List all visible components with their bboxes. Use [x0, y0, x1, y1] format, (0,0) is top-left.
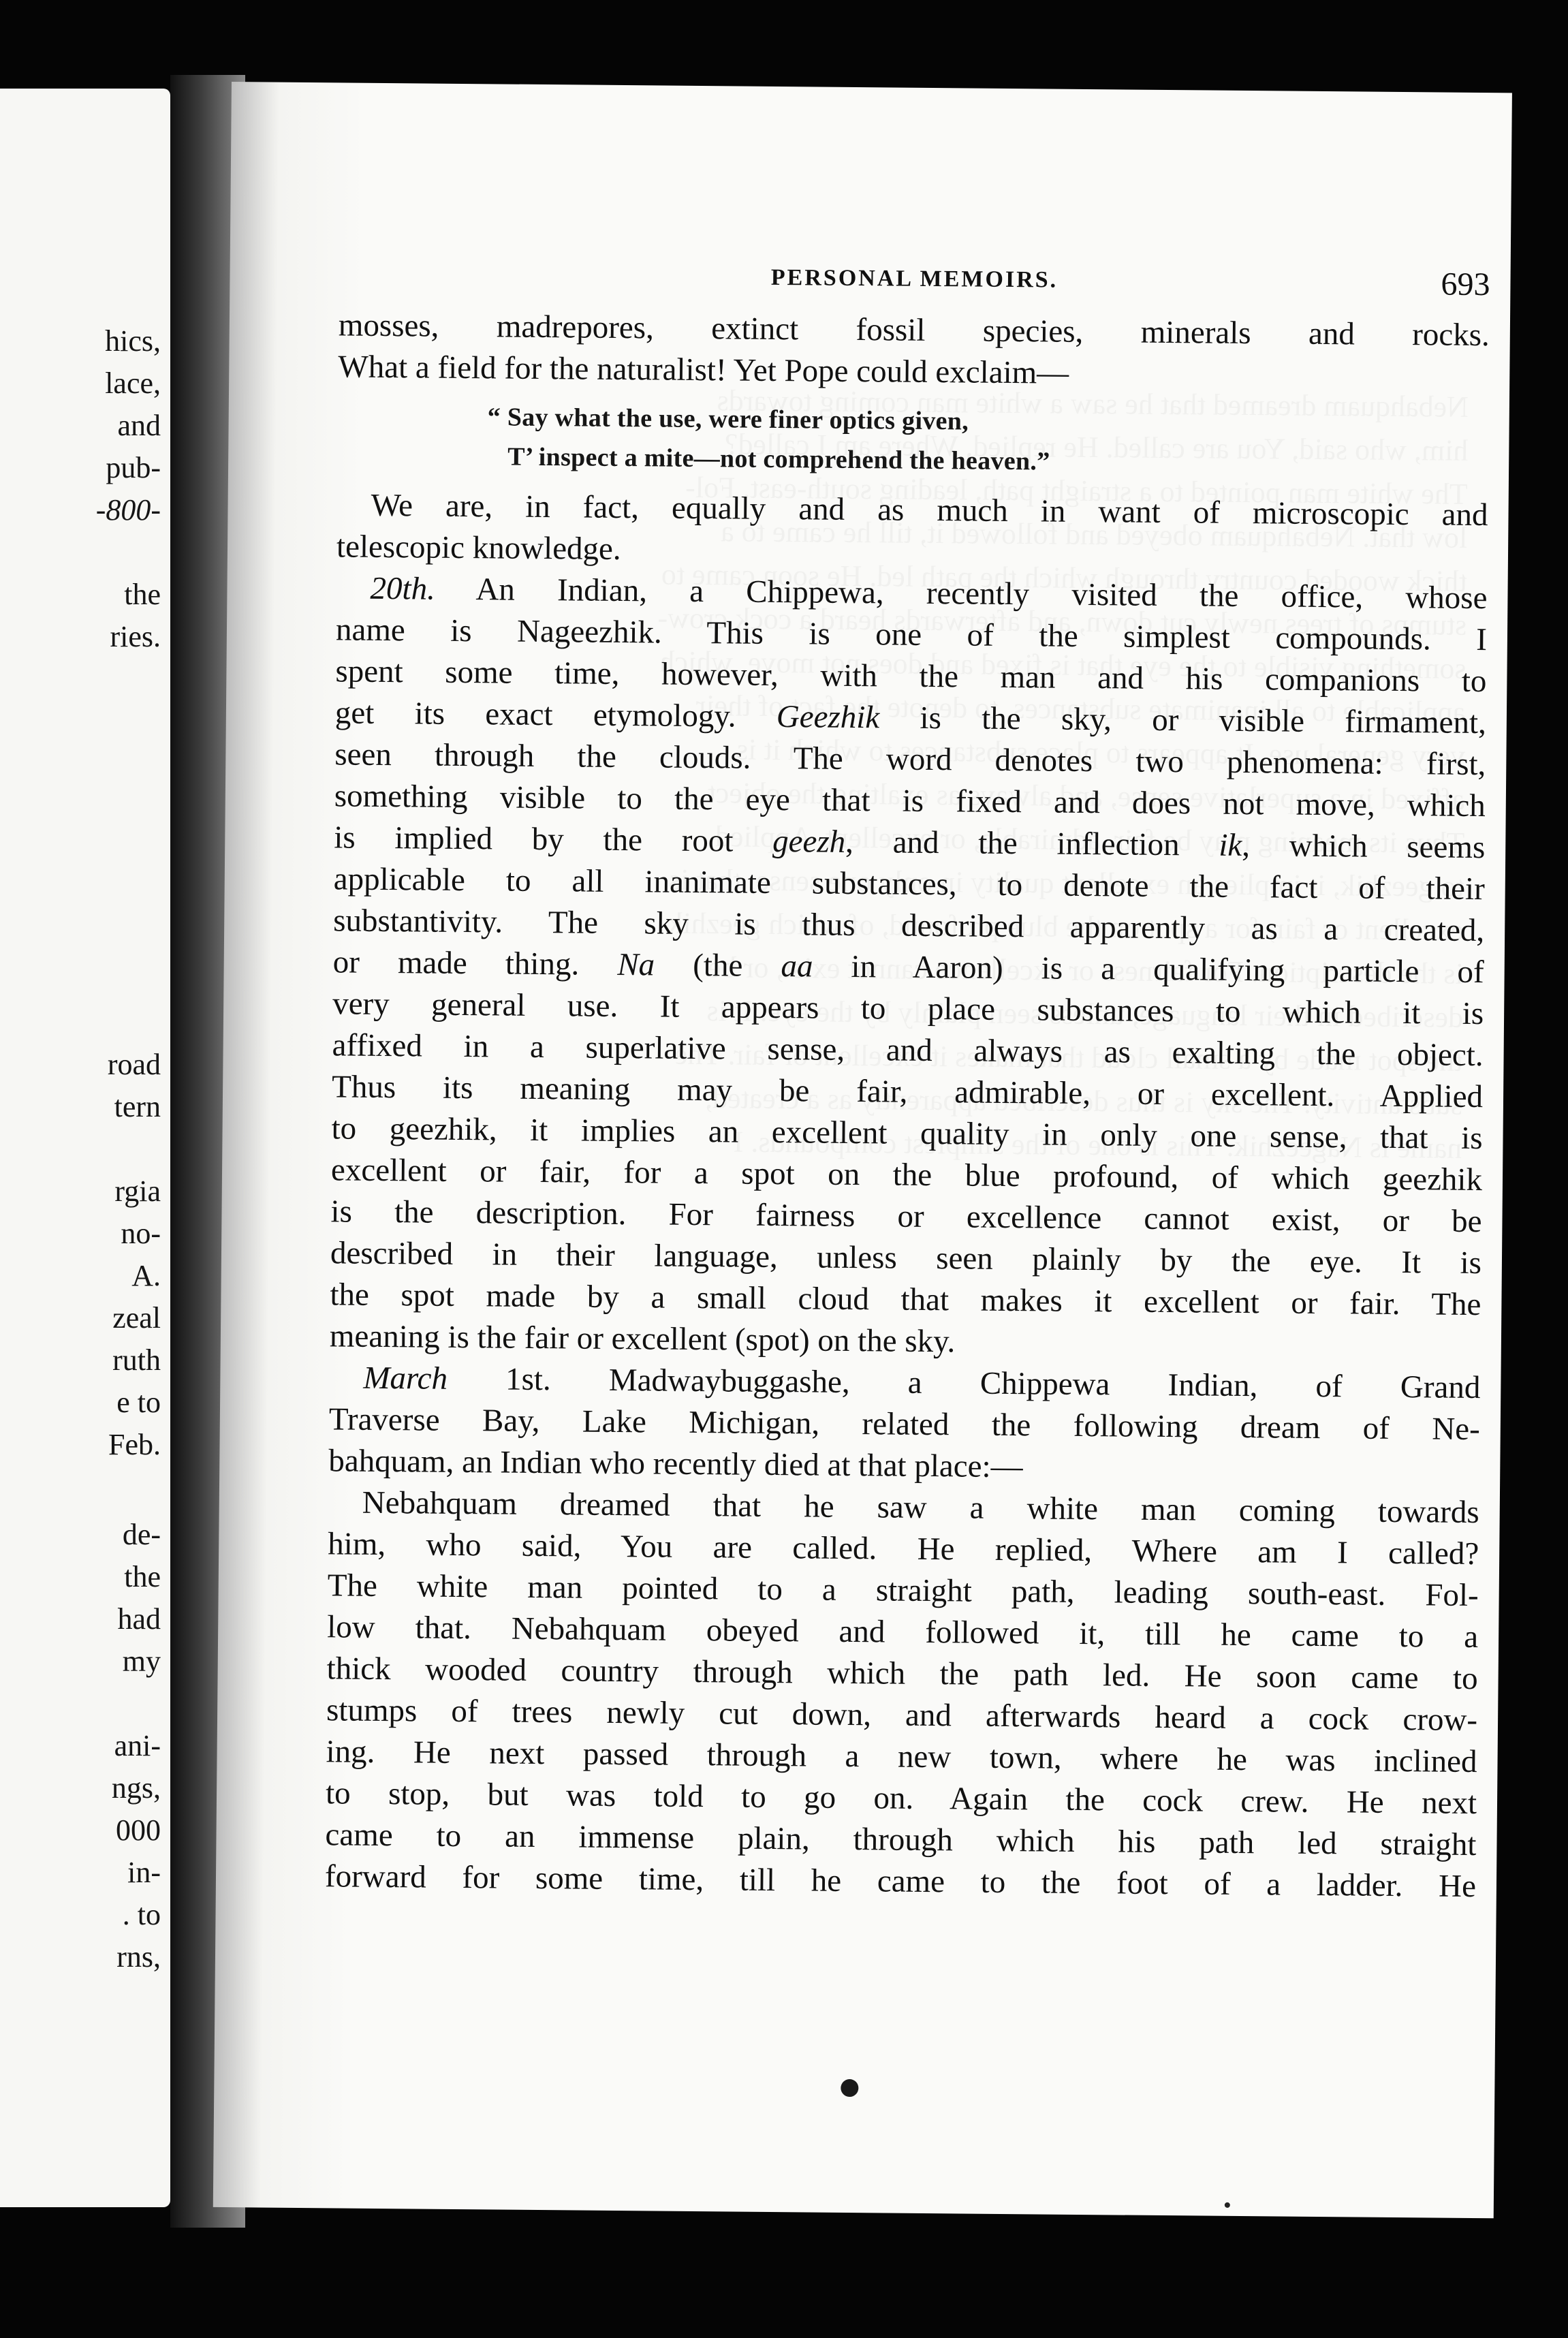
left-page-fragment: de-	[122, 1518, 161, 1551]
text-line: Thus its meaning may be fair, admirable, or excellent. Applied	[331, 1069, 1484, 1115]
left-page-fragment: A.	[131, 1259, 161, 1292]
text-line: to stop, but was told to go on. Again the cock crew. He next	[325, 1775, 1477, 1822]
text-line: ing. He next passed through a new town, where he was inclined	[326, 1734, 1477, 1780]
text-line: or made thing. Na (the aa in Aaron) is a qualifying particle of	[332, 944, 1484, 991]
left-page-fragment: 000	[116, 1813, 161, 1847]
text-line: stumps of trees newly cut down, and afterwards heard a cock crow-	[326, 1692, 1478, 1739]
text-line: came to an immense plain, through which his path led straight	[325, 1817, 1477, 1863]
text-line: him, who said, You are called. He replied, Where am I called?	[328, 1526, 1479, 1572]
term-geezh: geezh	[772, 823, 846, 860]
left-page-fragment: tern	[114, 1090, 161, 1123]
text-line: is implied by the root geezh, and the inflection ik, which seems	[334, 820, 1486, 866]
text-line: name is Nageezhik. This is one of the simplest compounds. I	[335, 612, 1488, 658]
ink-blot	[841, 2079, 858, 2097]
text-line: very general use. It appears to place substances to which it is	[332, 986, 1484, 1032]
date-20th: 20th.	[370, 570, 436, 607]
text-line: forward for some time, till he came to the foot of a ladder. He	[324, 1858, 1477, 1905]
text-line: the spot made by a small cloud that makes it excellent or fair. The	[330, 1277, 1481, 1323]
term-ik: ik	[1219, 827, 1242, 863]
text-line: get its exact etymology. Geezhik is the sky, or visible firmament,	[334, 695, 1487, 741]
text-line: affixed in a superlative sense, and always as exalting the object.	[332, 1027, 1484, 1074]
paragraph-start: 20th. An Indian, a Chippewa, recently visited the office, whose	[370, 570, 1488, 617]
text-line: applicable to all inanimate substances, to denote the fact of their	[333, 861, 1485, 907]
book-page	[213, 82, 1512, 2218]
left-page-fragment: lace,	[105, 367, 161, 400]
text-line: described in their language, unless seen plainly by the eye. It is	[330, 1235, 1482, 1281]
paragraph-start: We are, in fact, equally and as much in want of microscopic and	[371, 487, 1488, 533]
text-line: meaning is the fair or excellent (spot) on the sky.	[329, 1318, 956, 1360]
paragraph-start: March 1st. Madwaybuggashe, a Chippewa Indian, of Grand	[363, 1360, 1481, 1406]
left-page-fragment: my	[122, 1645, 161, 1678]
left-page-fragment: ngs,	[111, 1771, 161, 1805]
left-page-fragment: Feb.	[108, 1428, 161, 1461]
left-page-fragment: rns,	[116, 1940, 161, 1974]
running-head	[339, 255, 1490, 307]
text-line: seen through the clouds. The word denotes two phenomena: first,	[334, 736, 1486, 783]
left-page-fragment: in-	[127, 1856, 161, 1889]
left-page-fragment: road	[107, 1048, 161, 1081]
text-line: excellent or fair, for a spot on the blue profound, of which geezhik	[330, 1152, 1483, 1198]
running-title: PERSONAL MEMOIRS.	[770, 264, 1059, 293]
text-line: is the description. For fairness or excellence cannot exist, or be	[330, 1194, 1482, 1240]
text-line: mosses, madrepores, extinct fossil species, minerals and rocks.	[338, 307, 1490, 354]
text-line: spent some time, however, with the man and his companions to	[335, 653, 1487, 700]
left-page-fragment: -800-	[95, 493, 161, 527]
left-page-fragment: no-	[121, 1217, 161, 1250]
ink-speck	[1225, 2202, 1230, 2208]
paragraph-start: Nebahquam dreamed that he saw a white man coming towards	[362, 1484, 1479, 1531]
left-page-fragment: ruth	[112, 1343, 161, 1377]
term-na: Na	[617, 946, 655, 983]
left-page-fragment: the	[124, 578, 161, 611]
text-line: The white man pointed to a straight path, leading south-east. Fol-	[327, 1568, 1479, 1614]
quoted-verse-line: T’ inspect a mite—not comprehend the heaven.”	[507, 442, 1050, 476]
text-line: telescopic knowledge.	[336, 529, 621, 567]
left-page-fragment: ani-	[114, 1729, 161, 1762]
quoted-verse-line: “ Say what the use, were finer optics given,	[487, 403, 969, 436]
text-line: low that. Nebahquam obeyed and followed it, till he came to a	[326, 1609, 1479, 1655]
left-page-fragment: hics,	[105, 324, 161, 358]
text-line: thick wooded country through which the path led. He soon came to	[326, 1651, 1478, 1697]
left-page-fragment: zeal	[112, 1301, 161, 1335]
left-page-fragment: had	[117, 1602, 161, 1636]
page-number: 693	[1441, 266, 1490, 303]
text-line: to geezhik, it implies an excellent quality in only one sense, that is	[331, 1110, 1483, 1157]
left-page-fragment: and	[117, 409, 161, 442]
date-march: March	[363, 1360, 448, 1397]
left-page-fragment: the	[124, 1560, 161, 1593]
text-line: Traverse Bay, Lake Michigan, related the following dream of Ne-	[328, 1401, 1481, 1448]
text-line: substantivity. The sky is thus described apparently as a created,	[333, 903, 1485, 949]
left-page-fragment: e to	[116, 1386, 161, 1419]
left-page-fragment: pub-	[106, 451, 161, 484]
term-geezhik: Geezhik	[776, 699, 880, 736]
left-page-fragment: ries.	[110, 620, 161, 653]
text-line: What a field for the naturalist! Yet Pope could exclaim—	[338, 349, 1069, 391]
term-aa: aa	[781, 948, 813, 984]
left-page-edge	[0, 89, 170, 2207]
text-line: bahquam, an Indian who recently died at that place:—	[328, 1443, 1023, 1485]
left-page-fragment: . to	[122, 1898, 161, 1931]
text-line: something visible to the eye that is fixed and does not move, which	[334, 778, 1486, 824]
body-text	[325, 305, 1490, 1907]
left-page-fragment: rgia	[114, 1174, 161, 1208]
